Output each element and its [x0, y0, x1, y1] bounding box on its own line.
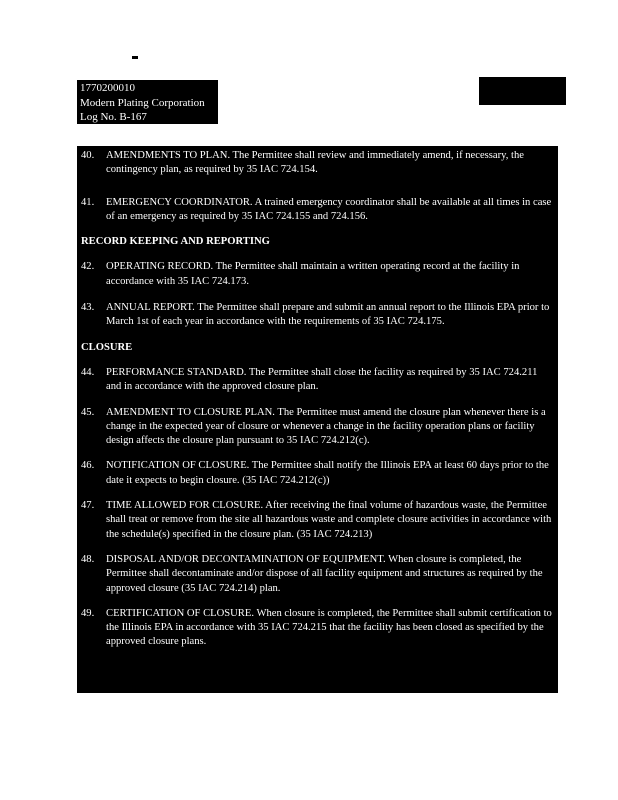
condition-46	[81, 459, 554, 488]
document-body	[77, 146, 558, 693]
item-number: 43.	[81, 302, 95, 314]
item-heading: OPERATING RECORD.	[106, 261, 214, 273]
section-heading-record-keeping: RECORD KEEPING AND REPORTING	[81, 236, 270, 248]
item-number: 48.	[81, 553, 95, 565]
condition-49	[81, 607, 554, 650]
item-heading: TIME ALLOWED FOR CLOSURE.	[106, 500, 264, 512]
item-number: 45.	[81, 406, 95, 418]
item-heading: ANNUAL REPORT.	[106, 302, 195, 314]
condition-44	[81, 366, 554, 395]
item-heading: NOTIFICATION OF CLOSURE.	[106, 460, 250, 472]
condition-41	[81, 196, 554, 225]
item-number: 41.	[81, 196, 95, 208]
condition-42	[81, 260, 554, 289]
condition-48	[81, 553, 554, 596]
condition-40	[81, 149, 554, 178]
condition-47	[81, 499, 554, 542]
item-text: The Permittee shall notify the Illinois EPA at least 60 days prior to the date it expects to begin closure. (35 IAC 724.212(c))	[106, 460, 549, 486]
item-text: The Permittee shall close the facility as required by 35 IAC 724.211 and in accordance with the approved closure plan.	[106, 366, 538, 393]
permit-number: 1770200010	[80, 82, 135, 94]
item-number: 49.	[81, 607, 95, 619]
item-text: The Permittee must amend the closure plan whenever there is a change in the expected year of closure or whenever a change in the facility operation plans or facility design affects the closure plan pursuant to 35 IAC 724.212(c).	[106, 406, 546, 447]
item-heading: DISPOSAL AND/OR DECONTAMINATION OF EQUIPMENT.	[106, 553, 386, 565]
condition-45	[81, 406, 554, 449]
item-number: 42.	[81, 261, 95, 273]
redaction-box	[479, 77, 566, 105]
log-number: Log No. B-167	[80, 111, 147, 123]
item-heading: CERTIFICATION OF CLOSURE.	[106, 607, 254, 619]
item-heading: AMENDMENT TO CLOSURE PLAN.	[106, 406, 275, 418]
item-number: 44.	[81, 366, 95, 378]
section-heading-closure: CLOSURE	[81, 341, 133, 353]
item-text: The Permittee shall review and immediately amend, if necessary, the contingency plan, as required by 35 IAC 724.154.	[106, 150, 524, 176]
item-text: The Permittee shall maintain a written operating record at the facility in accordance with 35 IAC 724.173.	[106, 261, 520, 287]
item-text: The Permittee shall prepare and submit an annual report to the Illinois EPA prior to March 1st of each year in accordance with the requirements of 35 IAC 724.175.	[106, 302, 550, 328]
scan-mark	[132, 56, 138, 59]
company-name: Modern Plating Corporation	[80, 96, 205, 109]
condition-43	[81, 301, 554, 330]
item-text: When closure is completed, the Permittee shall decontaminate and/or dispose of all facility equipment and structures as required by the approved closure (35 IAC 724.214) plan.	[106, 553, 543, 594]
item-text: When closure is completed, the Permittee shall submit certification to the Illinois EPA in accordance with 35 IAC 724.215 that the facility has been closed as specified by the approved closure plans.	[106, 607, 552, 648]
document-header	[77, 80, 218, 124]
item-number: 47.	[81, 500, 95, 512]
item-heading: EMERGENCY COORDINATOR.	[106, 196, 253, 208]
item-text: After receiving the final volume of hazardous waste, the Permittee shall treat or remove from the site all hazardous waste and complete closure activities in accordance with the schedule(s) specified in the closure plan. (35 IAC 724.213)	[106, 500, 552, 540]
item-text: A trained emergency coordinator shall be available at all times in case of an emergency as required by 35 IAC 724.155 and 724.156.	[106, 196, 552, 222]
item-heading: AMENDMENTS TO PLAN.	[106, 150, 231, 161]
item-number: 40.	[81, 150, 95, 161]
item-number: 46.	[81, 460, 95, 472]
item-heading: PERFORMANCE STANDARD.	[106, 366, 247, 378]
